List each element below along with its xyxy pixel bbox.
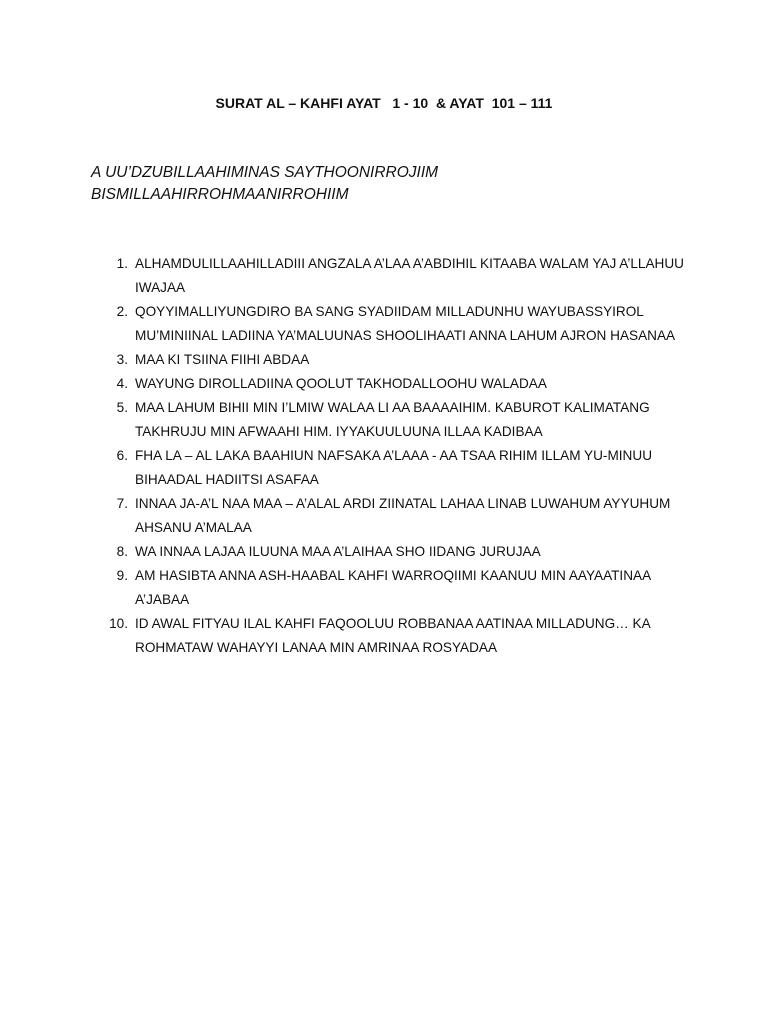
- list-item: [104, 540, 704, 564]
- verse-text: QOYYIMALLIYUNGDIRO BA SANG SYADIIDAM MILLADUNHU WAYUBASSYIROL MU’MINIINAL LADIINA YA’MALUUNAS SHOOLIHAATI ANNA LAHUM AJRON HASANAA: [135, 304, 676, 343]
- verse-number: 1.: [116, 256, 128, 271]
- list-item: [104, 300, 704, 348]
- verse-number: 9.: [116, 568, 128, 583]
- verse-number: 10.: [109, 616, 128, 631]
- opening-invocation: [91, 162, 711, 206]
- verse-number: 4.: [116, 376, 128, 391]
- list-item: [104, 444, 704, 492]
- list-item: [104, 564, 704, 612]
- verse-number: 8.: [116, 544, 128, 559]
- invocation-line: A UU’DZUBILLAAHIMINAS SAYTHOONIRROJIIM: [91, 164, 439, 181]
- verse-text: ID AWAL FITYAU ILAL KAHFI FAQOOLUU ROBBANAA AATINAA MILLADUNG… KA ROHMATAW WAHAYYI LANAA MIN AMRINAA ROSYADAA: [135, 616, 650, 655]
- list-item: [104, 492, 704, 540]
- verse-number: 7.: [116, 496, 128, 511]
- verse-number: 3.: [116, 352, 128, 367]
- verse-list: [104, 252, 704, 660]
- list-item: [104, 396, 704, 444]
- verse-text: INNAA JA-A’L NAA MAA – A’ALAL ARDI ZIINATAL LAHAA LINAB LUWAHUM AYYUHUM AHSANU A’MALAA: [135, 496, 671, 535]
- verse-text: WAYUNG DIROLLADIINA QOOLUT TAKHODALLOOHU WALADAA: [135, 376, 547, 391]
- list-item: [104, 372, 704, 396]
- list-item: [104, 252, 704, 300]
- verse-number: 5.: [116, 400, 128, 415]
- verse-number: 6.: [116, 448, 128, 463]
- verse-text: FHA LA – AL LAKA BAAHIUN NAFSAKA A’LAAA - AA TSAA RIHIM ILLAM YU-MINUU BIHAADAL HADIITSI ASAFAA: [135, 448, 653, 487]
- verse-text: ALHAMDULILLAAHILLADIII ANGZALA A’LAA A’ABDIHIL KITAABA WALAM YAJ A’LLAHUU IWAJAA: [135, 256, 684, 295]
- page-title: SURAT AL – KAHFI AYAT 1 - 10 & AYAT 101 – 111: [215, 95, 553, 111]
- verse-number: 2.: [116, 304, 128, 319]
- list-item: [104, 612, 704, 660]
- invocation-line: BISMILLAAHIRROHMAANIRROHIIM: [91, 186, 349, 203]
- verse-text: WA INNAA LAJAA ILUUNA MAA A’LAIHAA SHO IIDANG JURUJAA: [135, 544, 541, 559]
- verse-text: AM HASIBTA ANNA ASH-HAABAL KAHFI WARROQIIMI KAANUU MIN AAYAATINAA A’JABAA: [135, 568, 651, 607]
- list-item: [104, 348, 704, 372]
- verse-text: MAA KI TSIINA FIIHI ABDAA: [135, 352, 310, 367]
- verse-text: MAA LAHUM BIHII MIN I’LMIW WALAA LI AA BAAAAIHIM. KABUROT KALIMATANG TAKHRUJU MIN AFWAAHI HIM. IYYAKUULUUNA ILLAA KADIBAA: [135, 400, 650, 439]
